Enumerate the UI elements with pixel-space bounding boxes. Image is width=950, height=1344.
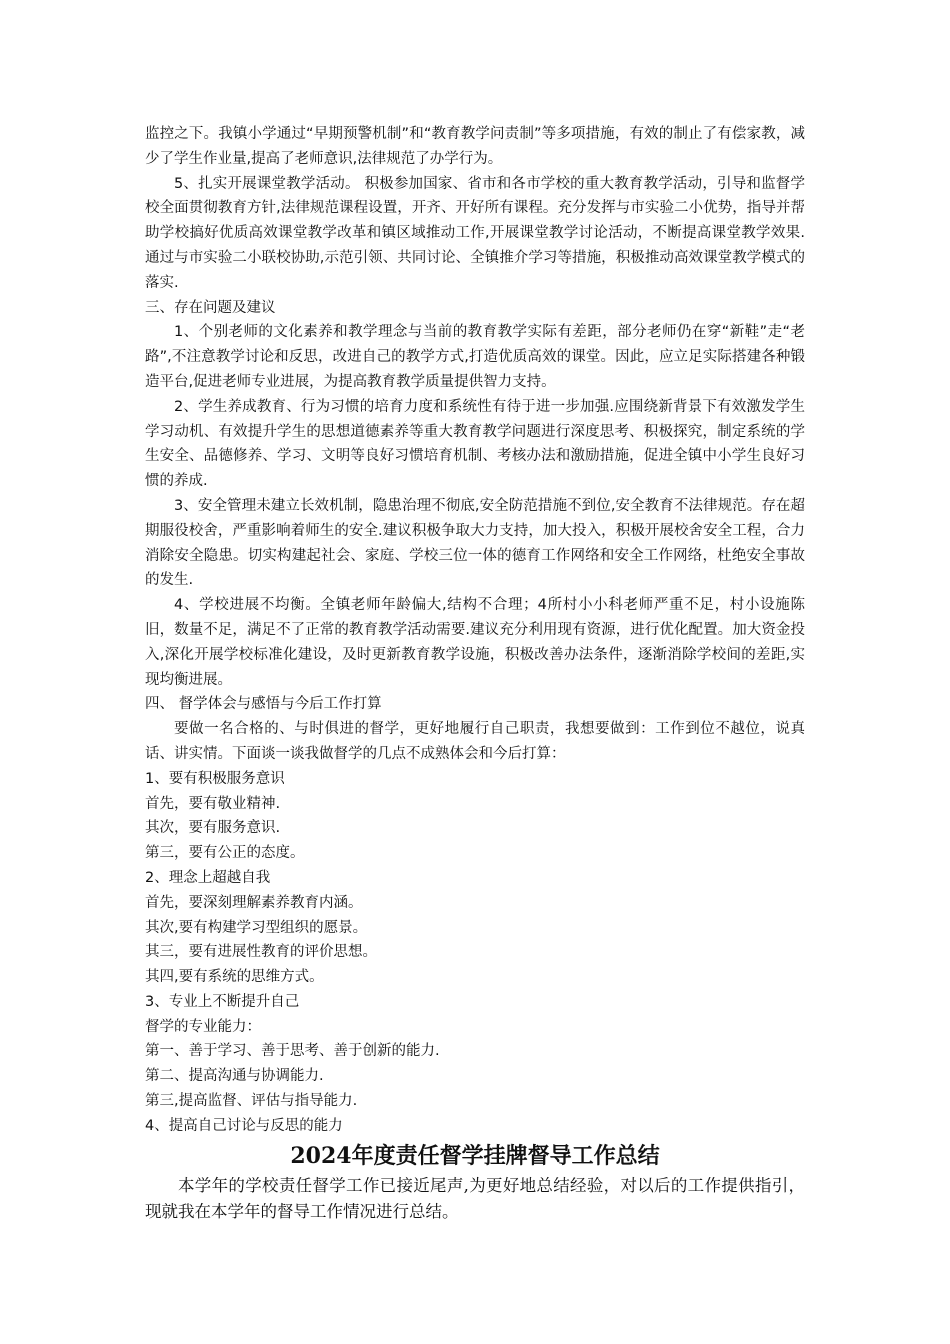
paragraph-list [145,122,805,1139]
body-paragraph: 第二、提高沟通与协调能力. [145,1068,324,1085]
body-paragraph: 督学的专业能力： [145,1018,261,1035]
body-paragraph: 3、专业上不断提升自己 [145,993,300,1010]
body-paragraph: 其三，要有进展性教育的评价思想。 [145,944,377,961]
body-paragraph: 1、要有积极服务意识 [145,770,285,787]
body-paragraph: 3、安全管理未建立长效机制，隐患治理不彻底,安全防范措施不到位,安全教育不法律规范。存在超期服役校舍，严重影响着师生的安全.建议积极争取大力支持，加大投入，积极开展校舍安全工程，合力消除安全隐患。切实构建起社会、家庭、学校三位一体的德育工作网络和安全工作网络，杜绝安全事故的发生. [145,497,805,589]
body-paragraph: 4、学校进展不均衡。全镇老师年龄偏大,结构不合理；4所村小小科老师严重不足，村小设施陈旧，数量不足，满足不了正常的教育教学活动需要.建议充分利用现有资源，进行优化配置。加大资金投入,深化开展学校标准化建设，及时更新教育教学设施，积极改善办法条件，逐渐消除学校间的差距,实现均衡进展。 [145,597,805,688]
body-paragraph: 1、个别老师的文化素养和教学理念与当前的教育教学实际有差距，部分老师仍在穿“新鞋”走“老路”,不注意教学讨论和反思，改进自己的教学方式,打造优质高效的课堂。因此，应立足实际搭建各种锻造平台,促进老师专业进展，为提高教育教学质量提供智力支持。 [145,324,805,390]
body-paragraph: 首先，要深刻理解素养教育内涵。 [145,894,363,911]
body-paragraph: 5、扎实开展课堂教学活动。 积极参加国家、省市和各市学校的重大教育教学活动，引导和监督学校全面贯彻教育方针,法律规范课程设置，开齐、开好所有课程。充分发挥与市实验二小优势，指导并帮助学校搞好优质高效课堂教学改革和镇区域推动工作,开展课堂教学讨论活动，不断提高课堂教学效果.通过与市实验二小联校协助,示范引领、共同讨论、全镇推介学习等措施，积极推动高效课堂教学模式的落实. [145,175,805,291]
body-paragraph: 四、 督学体会与感悟与今后工作打算 [145,696,382,713]
body-paragraph: 其四,要有系统的思维方式。 [145,969,324,986]
body-paragraph: 其次，要有服务意识. [145,820,281,837]
intro-paragraph: 本学年的学校责任督学工作已接近尾声,为更好地总结经验，对以后的工作提供指引，现就我在本学年的督导工作情况进行总结。 [145,1175,805,1221]
body-paragraph: 第三,提高监督、评估与指导能力. [145,1093,358,1110]
document-title: 2024年度责任督学挂牌督导工作总结 [290,1142,660,1169]
body-paragraph: 其次,要有构建学习型组织的愿景。 [145,919,368,936]
body-paragraph: 要做一名合格的、与时俱进的督学，更好地履行自己职责，我想要做到：工作到位不越位，说真话、讲实情。下面谈一谈我做督学的几点不成熟体会和今后打算： [145,721,805,762]
body-paragraph: 首先，要有敬业精神. [145,795,281,812]
body-paragraph: 第一、善于学习、善于思考、善于创新的能力. [145,1043,440,1060]
body-paragraph: 监控之下。我镇小学通过“早期预警机制”和“教育教学问责制”等多项措施，有效的制止了有偿家教，减少了学生作业量,提高了老师意识,法律规范了办学行为。 [145,126,805,167]
document-body [145,122,805,1225]
body-paragraph: 第三，要有公正的态度。 [145,845,305,862]
body-paragraph: 4、提高自己讨论与反思的能力 [145,1117,343,1134]
body-paragraph: 2、学生养成教育、行为习惯的培育力度和系统性有待于进一步加强.应围绕新背景下有效激发学生学习动机、有效提升学生的思想道德素养等重大教育教学问题进行深度思考、积极探究，制定系统的学生安全、品德修养、学习、文明等良好习惯培育机制、考核办法和激励措施，促进全镇中小学生良好习惯的养成. [145,398,805,490]
body-paragraph: 2、理念上超越自我 [145,869,271,886]
body-paragraph: 三、存在问题及建议 [145,299,276,316]
